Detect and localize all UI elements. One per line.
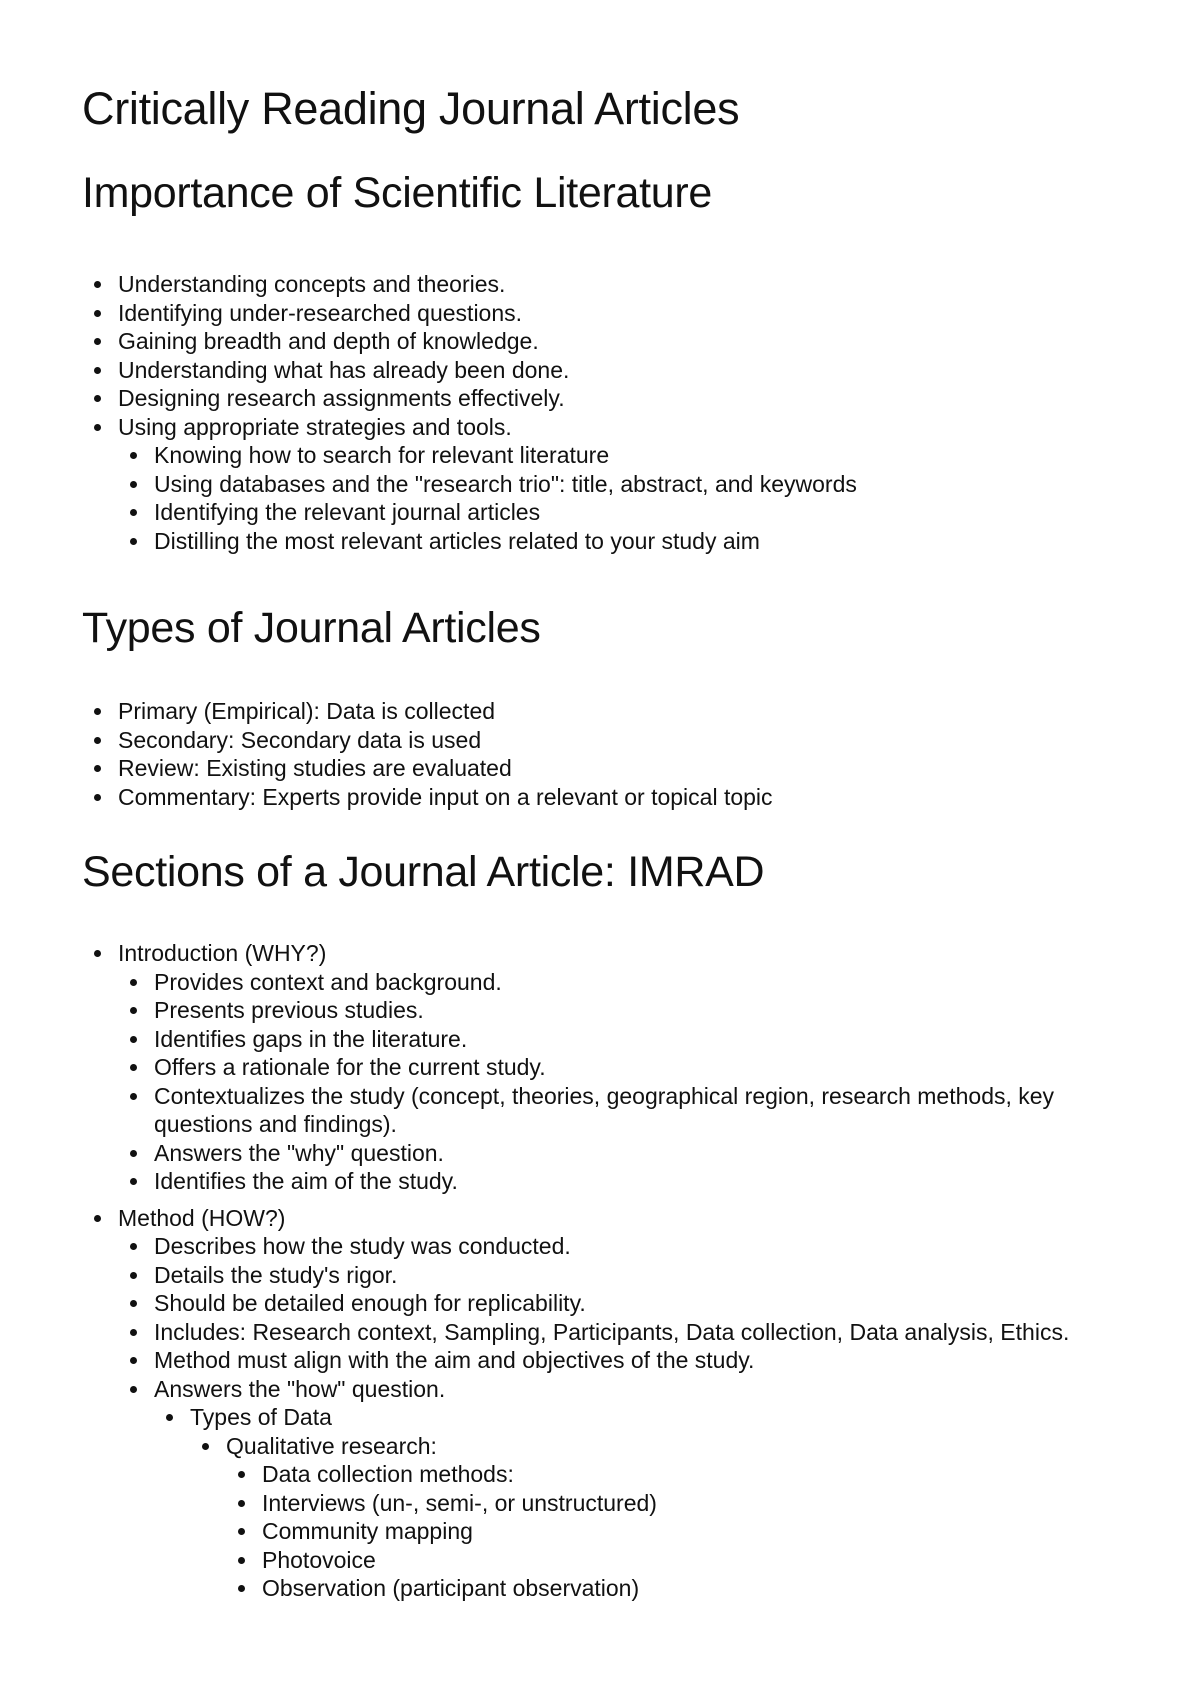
sub-list-item: Offers a rationale for the current study.	[118, 1053, 1094, 1082]
importance-sub-list	[118, 441, 857, 555]
method-item: Photovoice	[226, 1546, 1094, 1575]
sub-list-item: Identifying the relevant journal articles	[118, 498, 857, 527]
list-item: Gaining breadth and depth of knowledge.	[82, 327, 857, 356]
sub-list-item: Contextualizes the study (concept, theories, geographical region, research methods, key questions and findings).	[118, 1082, 1094, 1139]
method-sub-list	[118, 1232, 1094, 1603]
sub-list-item: Should be detailed enough for replicability.	[118, 1289, 1094, 1318]
types-of-data-item	[154, 1403, 1094, 1603]
method-item: Community mapping	[226, 1517, 1094, 1546]
method-item: Observation (participant observation)	[226, 1574, 1094, 1603]
method-item: Data collection methods:	[226, 1460, 1094, 1489]
list-item: Identifying under-researched questions.	[82, 299, 857, 328]
sub-list-item: Includes: Research context, Sampling, Participants, Data collection, Data analysis, Ethics.	[118, 1318, 1094, 1347]
list-item-introduction	[82, 939, 1094, 1196]
list-item: Designing research assignments effectively.	[82, 384, 857, 413]
qualitative-list	[190, 1432, 1094, 1603]
sub-list-item: Identifies the aim of the study.	[118, 1167, 1094, 1196]
sub-list-item: Presents previous studies.	[118, 996, 1094, 1025]
section-heading-imrad: Sections of a Journal Article: IMRAD	[82, 848, 765, 896]
sub-list-item: Knowing how to search for relevant literature	[118, 441, 857, 470]
importance-list	[82, 270, 857, 555]
list-item: Understanding what has already been done.	[82, 356, 857, 385]
list-item-method	[82, 1204, 1094, 1603]
qualitative-methods-list	[226, 1460, 1094, 1603]
section-heading-importance: Importance of Scientific Literature	[82, 169, 713, 217]
document-title: Critically Reading Journal Articles	[82, 83, 740, 134]
sub-list-item: Distilling the most relevant articles related to your study aim	[118, 527, 857, 556]
sub-list-item: Method must align with the aim and objectives of the study.	[118, 1346, 1094, 1375]
method-label: Method (HOW?)	[118, 1204, 286, 1231]
list-item: Review: Existing studies are evaluated	[82, 754, 773, 783]
qualitative-item	[190, 1432, 1094, 1603]
list-item: Secondary: Secondary data is used	[82, 726, 773, 755]
types-of-data-label: Types of Data	[190, 1404, 332, 1430]
types-of-data-list	[154, 1403, 1094, 1603]
list-item: Understanding concepts and theories.	[82, 270, 857, 299]
introduction-sub-list	[118, 968, 1094, 1196]
sub-list-item: Describes how the study was conducted.	[118, 1232, 1094, 1261]
list-item	[82, 413, 857, 556]
imrad-list	[82, 939, 1094, 1603]
sub-list-item	[118, 1375, 1094, 1603]
list-item: Primary (Empirical): Data is collected	[82, 697, 773, 726]
qualitative-label: Qualitative research:	[226, 1432, 437, 1459]
sub-list-item: Details the study's rigor.	[118, 1261, 1094, 1290]
types-list	[82, 697, 773, 811]
sub-list-item: Provides context and background.	[118, 968, 1094, 997]
method-item: Interviews (un-, semi-, or unstructured)	[226, 1489, 1094, 1518]
list-item: Commentary: Experts provide input on a relevant or topical topic	[82, 783, 773, 812]
sub-list-item-label: Answers the "how" question.	[154, 1375, 446, 1402]
sub-list-item: Using databases and the "research trio": title, abstract, and keywords	[118, 470, 857, 499]
list-item-label: Using appropriate strategies and tools.	[118, 413, 512, 440]
sub-list-item: Answers the "why" question.	[118, 1139, 1094, 1168]
section-heading-types: Types of Journal Articles	[82, 604, 541, 652]
introduction-label: Introduction (WHY?)	[118, 940, 327, 966]
sub-list-item: Identifies gaps in the literature.	[118, 1025, 1094, 1054]
